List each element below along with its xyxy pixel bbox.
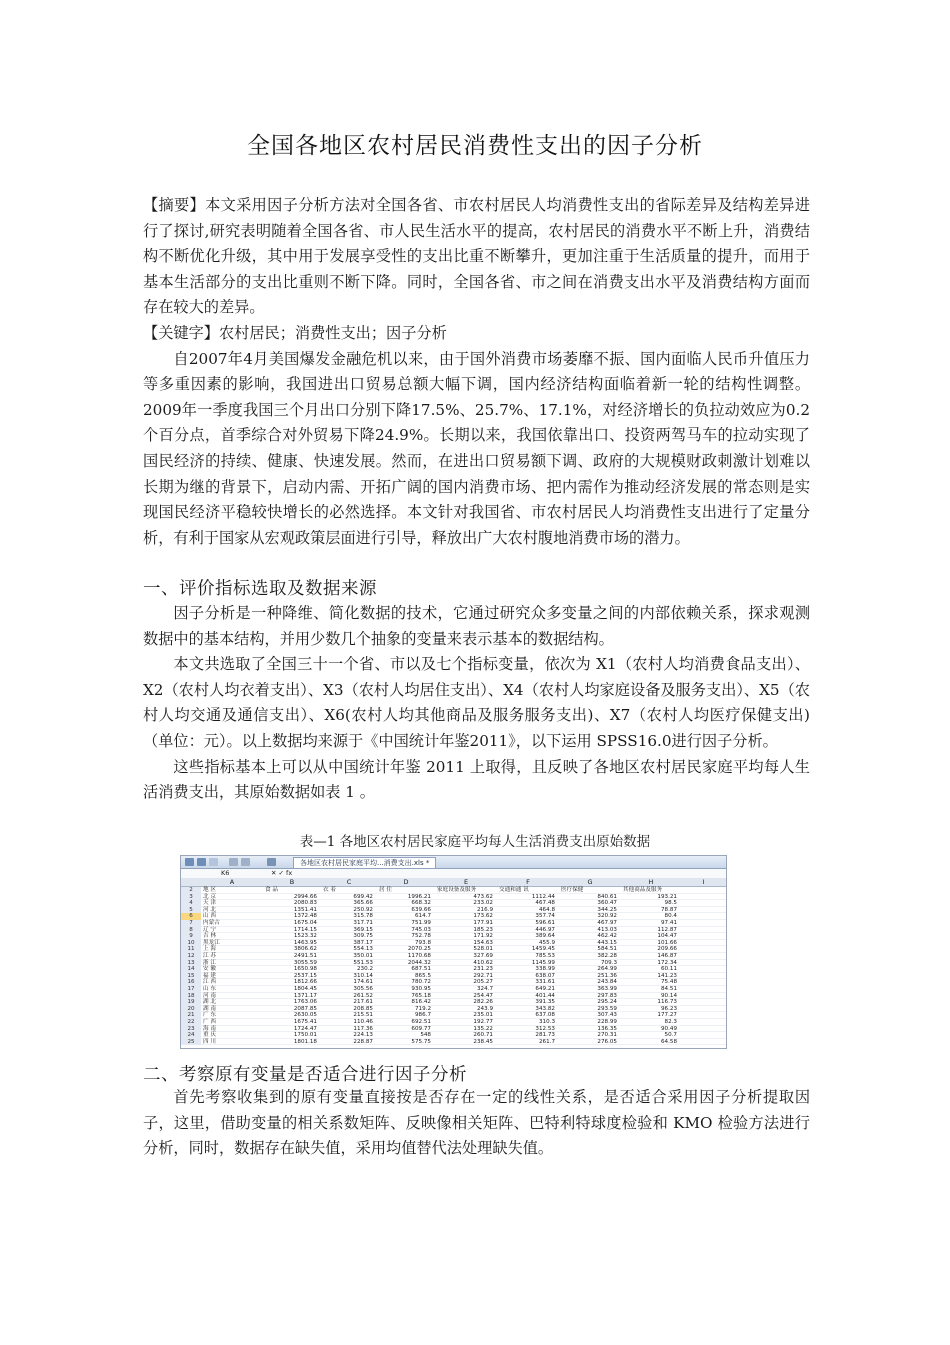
sheet-cell: 1763.06 [293, 999, 317, 1006]
spreadsheet-screenshot [180, 855, 727, 1049]
page-title: 全国各地区农村居民消费性支出的因子分析 [247, 133, 703, 159]
sheet-data-row [181, 920, 726, 927]
sheet-cell: 745.03 [411, 926, 431, 933]
section1-paragraph-3: 这些指标基本上可以从中国统计年鉴 2011 上取得，且反映了各地区农村居民家庭平均每人生活消费支出，其原始数据如表 1 。 [143, 757, 810, 802]
row-number: 13 [181, 960, 201, 967]
sheet-cell: 251.36 [597, 972, 617, 979]
sheet-cell: 1996.21 [407, 893, 431, 900]
sheet-cell: 365.66 [353, 900, 373, 907]
keywords-label: 【关键字】 [143, 323, 219, 342]
sheet-cell: 天 津 [203, 900, 216, 907]
column-letter: B [289, 878, 295, 886]
row-number: 7 [181, 920, 201, 927]
sheet-cell: 湖 北 [203, 999, 216, 1006]
sheet-cell: 250.92 [353, 906, 373, 913]
sheet-cell: 96.23 [660, 1005, 677, 1012]
sheet-cell: 141.23 [657, 972, 677, 979]
column-letter: E [463, 878, 469, 886]
sheet-cell: 228.99 [597, 1019, 617, 1025]
row-number: 8 [181, 927, 201, 934]
sheet-cell: 317.71 [353, 920, 373, 926]
sheet-cell: 辽 宁 [203, 926, 216, 933]
sheet-cell: 338.99 [535, 966, 555, 973]
sheet-cell: 1714.15 [293, 926, 317, 933]
sheet-cell: 467.48 [535, 900, 555, 907]
table-caption: 表—1 各地区农村居民家庭平均每人生活消费支出原始数据 [299, 834, 651, 850]
sheet-cell: 河 北 [203, 906, 216, 913]
sheet-cell: 116.73 [657, 999, 677, 1006]
sheet-cell: 海 南 [203, 1025, 216, 1032]
sheet-cell: 江 苏 [203, 953, 216, 959]
sheet-cell: 1750.01 [293, 1032, 317, 1039]
row-number: 5 [181, 907, 201, 914]
sheet-data-row [181, 940, 726, 947]
sheet-cell: 614.7 [414, 913, 431, 920]
row-gridline [201, 1044, 726, 1045]
sheet-cell: 1804.45 [293, 986, 317, 992]
sheet-cell: 467.97 [597, 920, 617, 926]
sheet-data-row [181, 1032, 726, 1039]
sheet-cell: 986.7 [414, 1012, 431, 1019]
sheet-cell: 410.62 [473, 959, 493, 966]
sheet-cell: 1801.18 [293, 1038, 317, 1045]
sheet-cell: 福 建 [203, 972, 216, 979]
sheet-cell: 2070.25 [407, 946, 431, 953]
keywords-paragraph [143, 321, 810, 347]
sheet-data-row [181, 1026, 726, 1033]
sheet-cell: 305.56 [353, 986, 373, 992]
sheet-cell: 230.2 [356, 966, 373, 973]
sheet-cell: 282.26 [473, 999, 493, 1006]
sheet-cell: 80.4 [664, 913, 677, 920]
sheet-cell: 752.78 [411, 933, 431, 940]
sheet-cell: 205.27 [473, 979, 493, 986]
sheet-data-row [181, 993, 726, 1000]
sheet-cell: 78.87 [660, 906, 677, 913]
row-number: 19 [181, 999, 201, 1006]
sheet-data-row [181, 900, 726, 907]
section1-paragraph-2: 本文共选取了全国三十一个省、市以及七个指标变量，依次为 X1（农村人均消费食品支出）、X2（农村人均衣着支出）、X3（农村人均居住支出）、X4（农村人均家庭设备及服务支出）、X5（农村人均交通及通信支出）、X6(农村人均其他商品及服务服务支出)、X7（农村人均医疗保健支出)（单位：元）。以上数据均来源于《中国统计年鉴2011》，以下运用 SPSS16.0进行因子分析。 [143, 655, 810, 750]
sheet-cell: 310.3 [538, 1019, 555, 1025]
sheet-data-row [181, 913, 726, 920]
sheet-cell: 357.74 [535, 913, 555, 920]
sheet-cell: 751.99 [411, 920, 431, 926]
sheet-data-row [181, 973, 726, 980]
sheet-cell: 广 西 [203, 1019, 216, 1025]
section2-heading: 二、考察原有变量是否适合进行因子分析 [143, 1065, 467, 1085]
sheet-cell: 228.87 [353, 1038, 373, 1045]
sheet-cell: 551.53 [353, 959, 373, 966]
sheet-cell: 649.21 [535, 986, 555, 992]
sheet-cell: 1675.41 [293, 1019, 317, 1025]
column-letter: I [702, 878, 705, 886]
sheet-cell: 281.73 [535, 1032, 555, 1039]
sheet-header-cell: 衣 着 [323, 887, 336, 893]
sheet-cell: 173.62 [473, 913, 493, 920]
sheet-cell: 50.7 [664, 1032, 677, 1039]
sheet-cell: 1463.95 [293, 939, 317, 946]
sheet-cell: 261.7 [538, 1038, 555, 1045]
sheet-cell: 816.42 [411, 999, 431, 1006]
section1-heading: 一、评价指标选取及数据来源 [143, 579, 377, 599]
sheet-cell: 1459.45 [531, 946, 555, 953]
preview-icon [209, 858, 218, 866]
sheet-header-cell: 其他商品及服务 [623, 887, 663, 893]
sheet-cell: 310.14 [353, 972, 373, 979]
sheet-cell: 1675.04 [293, 920, 317, 926]
sheet-cell: 840.61 [597, 893, 617, 900]
row-number: 10 [181, 940, 201, 947]
sheet-cell: 1372.48 [293, 913, 317, 920]
sheet-cell: 235.01 [473, 1012, 493, 1019]
row-number: 18 [181, 993, 201, 1000]
sheet-cell: 208.85 [353, 1005, 373, 1012]
row-number: 2 [181, 887, 201, 894]
sheet-cell: 312.53 [535, 1025, 555, 1032]
row-number: 17 [181, 986, 201, 993]
sheet-data-row [181, 907, 726, 914]
row-number: 21 [181, 1012, 201, 1019]
sheet-cell: 四 川 [203, 1038, 216, 1045]
sheet-cell: 765.18 [411, 992, 431, 999]
sheet-cell: 1650.98 [293, 966, 317, 973]
sheet-cell: 224.13 [353, 1032, 373, 1039]
sheet-cell: 1812.66 [293, 979, 317, 986]
sheet-cell: 1724.47 [293, 1025, 317, 1032]
sheet-cell: 60.11 [660, 966, 677, 973]
sheet-header-cell: 医疗保健 [561, 887, 584, 893]
sheet-cell: 2491.51 [293, 953, 317, 959]
sheet-cell: 98.5 [664, 900, 677, 907]
sheet-cell: 387.17 [353, 939, 373, 946]
sheet-cell: 山 西 [203, 913, 216, 920]
sheet-cell: 174.61 [353, 979, 373, 986]
sheet-cell: 82.3 [664, 1019, 677, 1025]
abstract-block [143, 193, 810, 551]
sheet-cell: 276.05 [597, 1038, 617, 1045]
sheet-data-row [181, 960, 726, 967]
sheet-header-cell: 交通和通 讯 [499, 887, 529, 893]
sheet-data-row [181, 894, 726, 901]
sheet-cell: 687.51 [411, 966, 431, 973]
sheet-cell: 343.82 [535, 1005, 555, 1012]
sheet-cell: 446.97 [535, 926, 555, 933]
sheet-cell: 382.28 [597, 953, 617, 959]
print-icon [197, 858, 206, 866]
sheet-header-cell: 食 品 [265, 887, 278, 893]
sheet-cell: 2044.32 [407, 959, 431, 966]
sheet-data-row [181, 953, 726, 960]
sheet-data-row [181, 1012, 726, 1019]
sheet-cell: 216.9 [476, 906, 493, 913]
sheet-cell: 177.27 [657, 1012, 677, 1019]
sheet-cell: 97.41 [660, 920, 677, 926]
sheet-cell: 广 东 [203, 1012, 216, 1019]
sheet-header-cell: 家庭设备及服务 [437, 887, 477, 893]
sheet-cell: 930.95 [411, 986, 431, 992]
sheet-cell: 90.14 [660, 992, 677, 999]
intro-paragraph: 自2007年4月美国爆发金融危机以来，由于国外消费市场萎靡不振、国内面临人民币升值压力等多重因素的影响，我国进出口贸易总额大幅下调，国内经济结构面临着新一轮的结构性调整。2009年一季度我国三个月出口分别下降17.5%、25.7%、17.1%，对经济增长的负拉动效应为0.2个百分点，首季综合对外贸易下降24.9%。长期以来，我国依靠出口、投资两驾马车的拉动实现了国民经济的持续、健康、快速发展。然而，在进出口贸易额下调、政府的大规模财政刺激计划难以长期为继的背景下，启动内需、开拓广阔的国内消费市场、把内需作为推动经济发展的常态则是实现国民经济平稳较快增长的必然选择。本文针对我国省、市农村居民人均消费性支出进行了定量分析，有利于国家从宏观政策层面进行引导，释放出广大农村腹地消费市场的潜力。 [143, 349, 810, 547]
sheet-header-cell: 居 住 [379, 887, 392, 893]
column-letter: D [403, 878, 409, 886]
sheet-data-row [181, 1039, 726, 1046]
sheet-cell: 104.47 [657, 933, 677, 940]
sheet-cell: 146.87 [657, 953, 677, 959]
column-letter: A [229, 878, 235, 886]
row-number: 4 [181, 900, 201, 907]
sheet-cell: 293.59 [597, 1005, 617, 1012]
sheet-cell: 1523.32 [293, 933, 317, 940]
function-icon: ✕ ✓ fx [271, 869, 293, 877]
sheet-cell: 193.21 [657, 893, 677, 900]
abstract-paragraph [143, 193, 810, 321]
sheet-cell: 464.8 [538, 906, 555, 913]
keywords-text: 农村居民；消费性支出；因子分析 [218, 323, 447, 342]
redo-icon [241, 858, 250, 866]
sheet-cell: 443.15 [597, 939, 617, 946]
sheet-cell: 324.7 [476, 986, 493, 992]
row-number: 15 [181, 973, 201, 980]
sheet-cell: 360.47 [597, 900, 617, 907]
sheet-cell: 215.51 [353, 1012, 373, 1019]
sheet-cell: 639.66 [411, 906, 431, 913]
sheet-cell: 554.13 [353, 946, 373, 953]
undo-icon [229, 858, 238, 866]
row-number: 9 [181, 933, 201, 940]
sheet-cell: 2087.85 [293, 1005, 317, 1012]
sheet-cell: 136.35 [597, 1025, 617, 1032]
sheet-cell: 154.63 [473, 939, 493, 946]
sheet-data-row [181, 927, 726, 934]
row-number: 16 [181, 979, 201, 986]
doc-icon [267, 858, 276, 866]
sheet-cell: 243.84 [597, 979, 617, 986]
sheet-cell: 785.53 [535, 953, 555, 959]
sheet-data-row [181, 979, 726, 986]
sheet-cell: 350.01 [353, 953, 373, 959]
sheet-cell: 401.44 [535, 992, 555, 999]
sheet-cell: 2537.15 [293, 972, 317, 979]
row-number: 6 [181, 913, 201, 920]
sheet-cell: 455.9 [538, 939, 555, 946]
sheet-cell: 黑龙江 [203, 939, 220, 946]
sheet-cell: 264.99 [597, 966, 617, 973]
sheet-cell: 2630.05 [293, 1012, 317, 1019]
sheet-cell: 243.9 [476, 1005, 493, 1012]
sheet-data-row [181, 1019, 726, 1026]
sheet-cell: 135.22 [473, 1025, 493, 1032]
sheet-cell: 297.83 [597, 992, 617, 999]
sheet-cell: 320.92 [597, 913, 617, 920]
sheet-cell: 江 西 [203, 979, 216, 986]
sheet-cell: 山 东 [203, 986, 216, 992]
sheet-cell: 638.07 [535, 972, 555, 979]
sheet-cell: 233.02 [473, 900, 493, 907]
abstract-label: 【摘要】 [143, 196, 206, 214]
column-letter: H [648, 878, 654, 886]
sheet-cell: 上 海 [203, 946, 216, 953]
abstract-text: 本文采用因子分析方法对全国各省、市农村居民人均消费性支出的省际差异及结构差异进行了探讨,研究表明随着全国各省、市人民生活水平的提高，农村居民的消费水平不断上升，消费结构不断优化升级，其中用于发展享受性的支出比重不断攀升，更加注重于生活质量的提升，而用于基本生活部分的支出比重则不断下降。同时，全国各省、市之间在消费支出水平及消费结构方面而存在较大的差异。 [143, 196, 811, 317]
sheet-cell: 344.25 [597, 906, 617, 913]
sheet-cell: 110.46 [353, 1019, 373, 1025]
sheet-cell: 363.99 [597, 986, 617, 992]
sheet-cell: 719.2 [414, 1005, 431, 1012]
sheet-cell: 413.03 [597, 926, 617, 933]
sheet-cell: 1371.17 [293, 992, 317, 999]
sheet-cell: 295.24 [597, 999, 617, 1006]
sheet-header-cell: 地 区 [203, 887, 216, 893]
sheet-data-row [181, 933, 726, 940]
sheet-cell: 重 庆 [203, 1032, 216, 1039]
sheet-cell: 699.42 [353, 893, 373, 900]
sheet-data-row [181, 999, 726, 1006]
sheet-cell: 668.32 [411, 900, 431, 907]
row-number: 23 [181, 1026, 201, 1033]
row-number: 12 [181, 953, 201, 960]
sheet-cell: 1112.44 [531, 893, 555, 900]
sheet-cell: 369.15 [353, 926, 373, 933]
sheet-cell: 231.23 [473, 966, 493, 973]
sheet-file-tab: 各地区农村居民家庭平均...消费支出.xls * [293, 857, 436, 868]
sheet-cell: 331.61 [535, 979, 555, 986]
sheet-cell: 浙 江 [203, 959, 216, 966]
sheet-data-row [181, 946, 726, 953]
sheet-cell: 185.23 [473, 926, 493, 933]
sheet-cell: 192.77 [473, 1019, 493, 1025]
sheet-cell: 462.42 [597, 933, 617, 940]
column-letter: C [346, 878, 352, 886]
sheet-cell: 安 徽 [203, 966, 216, 973]
sheet-cell: 湖 南 [203, 1005, 216, 1012]
section2-body [143, 1085, 810, 1162]
sheet-cell: 596.61 [535, 920, 555, 926]
sheet-cell: 692.51 [411, 1019, 431, 1025]
sheet-data-row [181, 986, 726, 993]
sheet-cell: 780.72 [411, 979, 431, 986]
sheet-cell: 1170.68 [407, 953, 431, 959]
row-number: 3 [181, 894, 201, 901]
row-number: 14 [181, 966, 201, 973]
sheet-cell: 2080.83 [293, 900, 317, 907]
sheet-cell: 292.71 [473, 972, 493, 979]
sheet-cell: 391.35 [535, 999, 555, 1006]
section2-paragraph-1: 首先考察收集到的原有变量直接按是否存在一定的线性关系，是否适合采用因子分析提取因子，这里，借助变量的相关系数矩阵、反映像相关矩阵、巴特利特球度检验和 KMO 检验方法进行分析，同时，数据存在缺失值，采用均值替代法处理缺失值。 [143, 1088, 810, 1158]
column-letter: G [587, 878, 593, 886]
sheet-cell: 内蒙古 [203, 920, 220, 926]
sheet-cell: 309.75 [353, 933, 373, 940]
sheet-data-row [181, 1006, 726, 1013]
sheet-cell: 261.52 [353, 992, 373, 999]
sheet-cell: 473.62 [473, 893, 493, 900]
sheet-cell: 327.69 [473, 953, 493, 959]
sheet-cell: 528.01 [473, 946, 493, 953]
sheet-header-row [181, 887, 726, 894]
row-number: 24 [181, 1032, 201, 1039]
sheet-cell: 吉 林 [203, 933, 216, 940]
sheet-cell: 1145.99 [531, 959, 555, 966]
sheet-cell: 389.64 [535, 933, 555, 940]
sheet-cell: 北 京 [203, 893, 216, 900]
cell-reference: K6 [221, 869, 230, 877]
sheet-cell: 2994.66 [293, 893, 317, 900]
sheet-cell: 270.31 [597, 1032, 617, 1039]
column-letter: F [526, 878, 530, 886]
row-number: 11 [181, 946, 201, 953]
section1-paragraph-1: 因子分析是一种降维、简化数据的技术，它通过研究众多变量之间的内部依赖关系，探求观测数据中的基本结构，并用少数几个抽象的变量来表示基本的数据结构。 [143, 604, 810, 648]
sheet-cell: 637.08 [535, 1012, 555, 1019]
sheet-cell: 307.43 [597, 1012, 617, 1019]
section1-body [143, 601, 810, 806]
sheet-cell: 217.61 [353, 999, 373, 1006]
sheet-cell: 254.47 [473, 992, 493, 999]
sheet-cell: 793.8 [414, 939, 431, 946]
sheet-cell: 584.51 [597, 946, 617, 953]
sheet-cell: 84.51 [660, 986, 677, 992]
sheet-cell: 101.66 [657, 939, 677, 946]
row-number: 20 [181, 1006, 201, 1013]
sheet-cell: 3806.62 [293, 946, 317, 953]
sheet-cell: 1351.41 [293, 906, 317, 913]
sheet-cell: 河 南 [203, 992, 216, 999]
sheet-cell: 112.87 [657, 926, 677, 933]
sheet-cell: 865.5 [414, 972, 431, 979]
sheet-cell: 177.91 [473, 920, 493, 926]
sheet-cell: 238.45 [473, 1038, 493, 1045]
sheet-cell: 315.78 [353, 913, 373, 920]
sheet-toolbar [181, 856, 726, 869]
sheet-cell: 609.77 [411, 1025, 431, 1032]
row-number: 22 [181, 1019, 201, 1026]
sheet-cell: 171.92 [473, 933, 493, 940]
sheet-cell: 90.49 [660, 1025, 677, 1032]
sheet-cell: 209.66 [657, 946, 677, 953]
sheet-cell: 575.75 [411, 1038, 431, 1045]
sheet-data-row [181, 966, 726, 973]
column-header-row [181, 878, 726, 887]
sheet-cell: 117.36 [353, 1025, 373, 1032]
sheet-cell: 3055.59 [293, 959, 317, 966]
save-icon [185, 858, 194, 866]
row-number: 25 [181, 1039, 201, 1046]
sheet-cell: 75.48 [660, 979, 677, 986]
sheet-cell: 260.71 [473, 1032, 493, 1039]
sheet-cell: 172.34 [657, 959, 677, 966]
sheet-cell: 548 [420, 1032, 431, 1039]
sheet-cell: 64.58 [660, 1038, 677, 1045]
sheet-cell: 709.3 [600, 959, 617, 966]
